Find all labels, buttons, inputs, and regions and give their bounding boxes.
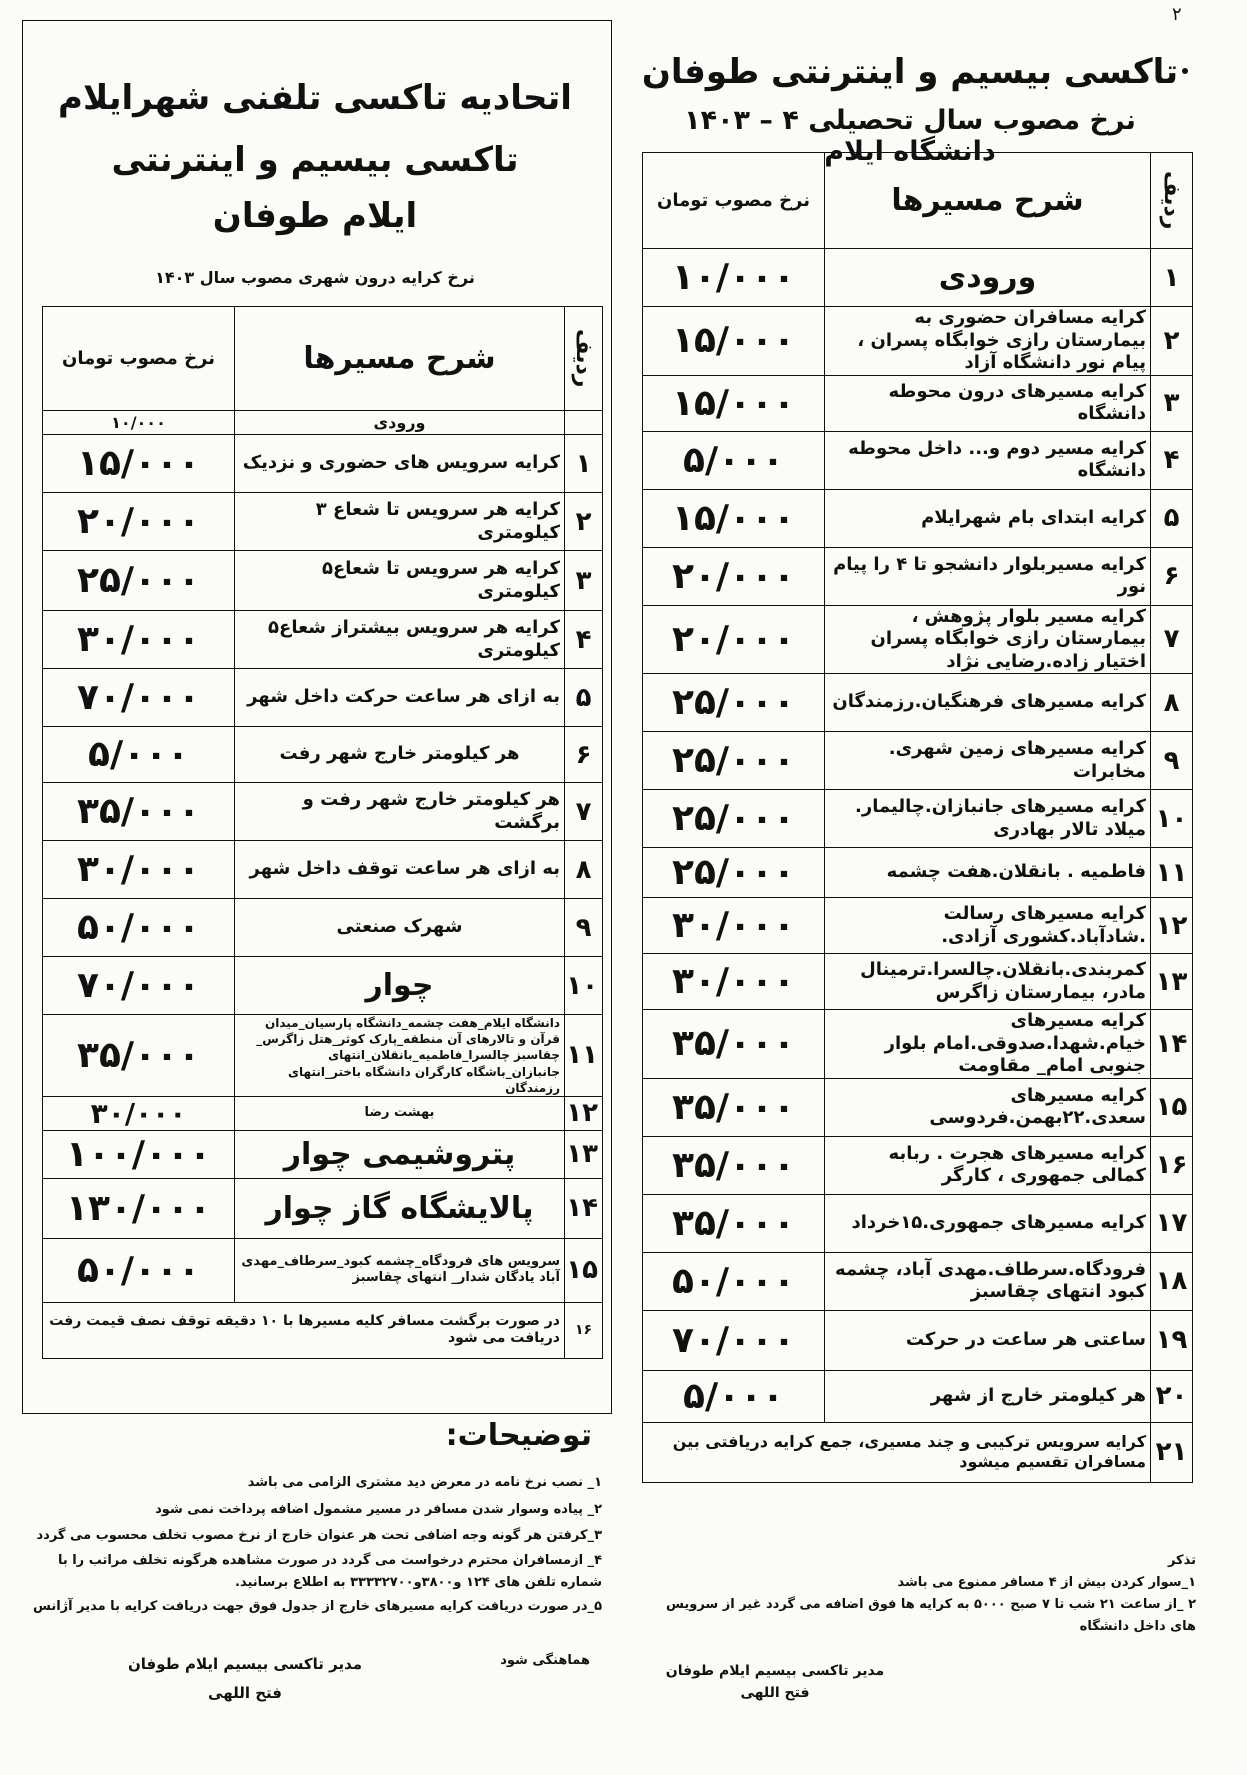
- row-index: ۳: [565, 551, 603, 611]
- row-description: کرایه مسافران حضوری به بیمارستان رازی خوابگاه پسران ، پیام نور دانشگاه آزاد: [825, 307, 1151, 376]
- row-description: پالایشگاه گاز چوار: [235, 1178, 565, 1238]
- entry-index: [565, 411, 603, 435]
- row-description: کرایه مسیرهای خیام.شهدا.صدوقی.امام بلوار جنوبی امام_ مقاومت: [825, 1010, 1151, 1079]
- right-table-row: [643, 547, 1193, 605]
- right-table-row: [643, 674, 1193, 732]
- row-index: ۱۶: [565, 1302, 603, 1358]
- row-index: ۲: [1151, 307, 1193, 376]
- row-rate: ۱۰۰/۰۰۰: [43, 1130, 235, 1178]
- row-rate: ۱۵/۰۰۰: [43, 435, 235, 493]
- row-description: کرایه مسیرهای زمین شهری. مخابرات: [825, 732, 1151, 790]
- row-index: ۹: [565, 899, 603, 957]
- row-description: هر کیلومتر خارج از شهر: [825, 1370, 1151, 1422]
- row-index: ۱۴: [1151, 1010, 1193, 1079]
- left-table-row: [43, 727, 603, 783]
- row-index: ۱: [565, 435, 603, 493]
- row-rate: ۳۵/۰۰۰: [643, 1010, 825, 1079]
- row-description: کرایه هر سرویس بیشتراز شعاع۵ کیلومتری: [235, 611, 565, 669]
- left-table-row: [43, 435, 603, 493]
- right-table-row: [643, 1194, 1193, 1252]
- row-rate: ۵۰/۰۰۰: [43, 1238, 235, 1302]
- right-table-row: [643, 732, 1193, 790]
- row-index: ۱۱: [565, 1015, 603, 1097]
- row-description: کرایه سرویس های حضوری و نزدیک: [235, 435, 565, 493]
- left-note-2: ۲_ پیاده وسوار شدن مسافر در مسیر مشمول اضافه پرداخت نمی شود: [155, 1501, 602, 1517]
- right-table-row: [643, 898, 1193, 954]
- row-description: ساعتی هر ساعت در حرکت: [825, 1310, 1151, 1370]
- row-description: در صورت برگشت مسافر کلیه مسیرها با ۱۰ دقیقه توقف نصف قیمت رفت دریافت می شود: [43, 1302, 565, 1358]
- left-note-1: ۱_ نصب نرخ نامه در معرض دید مشتری الزامی می باشد: [247, 1475, 602, 1490]
- right-table-row: [643, 1078, 1193, 1136]
- row-description: کرایه سرویس ترکیبی و چند مسیری، جمع کرایه دریافتی بین مسافران تقسیم میشود: [643, 1422, 1151, 1482]
- left-manager-name: فتح اللهی: [208, 1683, 282, 1702]
- row-description: کرایه مسیر دوم و... داخل محوطه دانشگاه: [825, 431, 1151, 489]
- row-rate: ۳۵/۰۰۰: [43, 783, 235, 841]
- row-description: کرایه مسیرهای درون محوطه دانشگاه: [825, 375, 1151, 431]
- row-description: کرایه مسیرهای سعدی.۲۲بهمن.فردوسی: [825, 1078, 1151, 1136]
- left-table-row: [43, 1015, 603, 1097]
- row-description: کمربندی.بانقلان.چالسرا.ترمینال مادر، بیمارستان زاگرس: [825, 954, 1151, 1010]
- header-rate: نرخ مصوب تومان: [43, 307, 235, 411]
- row-index: ۱۷: [1151, 1194, 1193, 1252]
- left-table-row: [43, 669, 603, 727]
- right-table-row: [643, 489, 1193, 547]
- row-description: هر کیلومتر خارج شهر رفت: [235, 727, 565, 783]
- row-rate: ۲۰/۰۰۰: [43, 493, 235, 551]
- row-index: ۳: [1151, 375, 1193, 431]
- row-rate: ۱۵/۰۰۰: [643, 489, 825, 547]
- row-description: چوار: [235, 957, 565, 1015]
- row-index: ۵: [565, 669, 603, 727]
- left-note-3: ۳_کرفتن هر گونه وجه اضافی تحت هر عنوان خارج از نرخ مصوب تخلف محسوب می گردد: [36, 1528, 602, 1544]
- left-table-row: [43, 783, 603, 841]
- left-note-5: ۵_در صورت دریافت کرایه مسیرهای خارج از جدول فوق جهت دریافت کرایه با مدیر آژانس: [32, 1599, 602, 1615]
- left-table-row: [43, 957, 603, 1015]
- left-table-row: [43, 611, 603, 669]
- row-index: ۱۰: [1151, 790, 1193, 848]
- row-description: فاطمیه . بانقلان.هفت چشمه: [825, 848, 1151, 898]
- row-rate: ۳۵/۰۰۰: [643, 1194, 825, 1252]
- row-index: ۸: [1151, 674, 1193, 732]
- row-description: دانشگاه ایلام_هفت چشمه_دانشگاه پارسیان_میدان قرآن و تالارهای آن منطقه_پارک کوثر_هتل زاگرس_ چقاسبز چالسرا_فاطمیه_بانقلان_انتهای جانبازان_باشگاه کارگران دانشگاه باختر_انتهای رزمندگان: [235, 1015, 565, 1097]
- left-table-row: [43, 1130, 603, 1178]
- row-rate: ۲۵/۰۰۰: [643, 848, 825, 898]
- row-index: ۱۵: [1151, 1078, 1193, 1136]
- right-table-row: [643, 1422, 1193, 1482]
- row-rate: ۲۵/۰۰۰: [643, 674, 825, 732]
- row-description: هر کیلومتر خارج شهر رفت و برگشت: [235, 783, 565, 841]
- right-table-row: [643, 307, 1193, 376]
- right-notes-title: تذکر: [1167, 1553, 1196, 1568]
- row-rate: ۳۰/۰۰۰: [43, 611, 235, 669]
- header-rate: نرخ مصوب تومان: [643, 153, 825, 249]
- row-rate: ۲۵/۰۰۰: [43, 551, 235, 611]
- right-fare-table: [642, 152, 1193, 1483]
- row-rate: ۳۰/۰۰۰: [643, 954, 825, 1010]
- right-notes: [648, 1550, 1196, 1638]
- row-index: ۶: [565, 727, 603, 783]
- row-rate: ۱۳۰/۰۰۰: [43, 1178, 235, 1238]
- left-title-brand: ایلام طوفان: [212, 196, 418, 236]
- row-description: کرایه مسیرهای جانبازان.چالیمار. میلاد تالار بهادری: [825, 790, 1151, 848]
- row-index: ۲: [565, 493, 603, 551]
- row-rate: ۵۰/۰۰۰: [643, 1252, 825, 1310]
- row-description: شهرک صنعتی: [235, 899, 565, 957]
- row-description: کرایه مسیربلوار دانشجو تا ۴ را پیام نور: [825, 547, 1151, 605]
- left-table-row: [43, 1302, 603, 1358]
- header-description: شرح مسیرها: [235, 307, 565, 411]
- left-entry-row: [43, 411, 603, 435]
- right-table-row: [643, 790, 1193, 848]
- header-index: ردیف: [1151, 153, 1193, 249]
- right-manager-name: فتح اللهی: [740, 1685, 810, 1702]
- left-table-row: [43, 899, 603, 957]
- row-description: کرایه مسیر بلوار پژوهش ، بیمارستان رازی خوابگاه پسران اختیار زاده.رضایی نژاد: [825, 605, 1151, 674]
- right-table-row: [643, 848, 1193, 898]
- row-index: ۱: [1151, 249, 1193, 307]
- row-description: کرایه مسیرهای فرهنگیان.رزمندگان: [825, 674, 1151, 732]
- right-table-row: [643, 249, 1193, 307]
- row-index: ۸: [565, 841, 603, 899]
- row-rate: ۵۰/۰۰۰: [43, 899, 235, 957]
- right-table-row: [643, 1136, 1193, 1194]
- left-coordination-text: هماهنگی شود: [500, 1653, 590, 1668]
- entry-rate: ۱۰/۰۰۰: [43, 411, 235, 435]
- row-description: پتروشیمی چوار: [235, 1130, 565, 1178]
- left-fare-table: [42, 306, 603, 1359]
- right-table-header: [643, 153, 1193, 249]
- left-title-service: تاکسی بیسیم و اینترنتی: [111, 140, 519, 180]
- row-index: ۴: [1151, 431, 1193, 489]
- right-table-row: [643, 1252, 1193, 1310]
- entry-description: ورودی: [235, 411, 565, 435]
- left-table-row: [43, 1178, 603, 1238]
- row-index: ۷: [1151, 605, 1193, 674]
- left-table-row: [43, 1238, 603, 1302]
- left-table-row: [43, 493, 603, 551]
- right-table-row: [643, 1310, 1193, 1370]
- row-index: ۱۲: [1151, 898, 1193, 954]
- left-table-row: [43, 1096, 603, 1130]
- bullet-dot: [1182, 68, 1188, 74]
- right-table-row: [643, 954, 1193, 1010]
- row-description: سرویس های فرودگاه_چشمه کبود_سرطاف_مهدی آباد یادگان شدار_ انتهای چقاسبز: [235, 1238, 565, 1302]
- left-notes-title: توضیحات:: [445, 1418, 592, 1453]
- row-description: کرایه ابتدای بام شهرایلام: [825, 489, 1151, 547]
- row-index: ۱۰: [565, 957, 603, 1015]
- row-rate: ۷۰/۰۰۰: [643, 1310, 825, 1370]
- row-rate: ۳۵/۰۰۰: [643, 1136, 825, 1194]
- row-description: به ازای هر ساعت توقف داخل شهر: [235, 841, 565, 899]
- header-description: شرح مسیرها: [825, 153, 1151, 249]
- row-description: ورودی: [825, 249, 1151, 307]
- right-note-1: ۱_سوار کردن بیش از ۴ مسافر ممنوع می باشد: [897, 1575, 1196, 1591]
- row-description: به ازای هر ساعت حرکت داخل شهر: [235, 669, 565, 727]
- row-index: ۲۱: [1151, 1422, 1193, 1482]
- left-manager-title: مدیر تاکسی بیسیم ایلام طوفان: [127, 1655, 363, 1673]
- row-index: ۵: [1151, 489, 1193, 547]
- left-table-row: [43, 841, 603, 899]
- row-index: ۱۶: [1151, 1136, 1193, 1194]
- right-table-row: [643, 1370, 1193, 1422]
- row-description: فرودگاه.سرطاف.مهدی آباد، چشمه کبود انتهای چقاسبز: [825, 1252, 1151, 1310]
- right-table-row: [643, 1010, 1193, 1079]
- row-index: ۱۳: [1151, 954, 1193, 1010]
- header-index: ردیف: [565, 307, 603, 411]
- row-rate: ۱۰/۰۰۰: [643, 249, 825, 307]
- right-table-row: [643, 431, 1193, 489]
- row-rate: ۱۵/۰۰۰: [643, 307, 825, 376]
- row-index: ۴: [565, 611, 603, 669]
- row-index: ۱۸: [1151, 1252, 1193, 1310]
- row-description: بهشت رضا: [235, 1096, 565, 1130]
- left-note-4: ۴_ ازمسافران محترم درخواست می گردد در صورت مشاهده هرگونه تخلف مراتب را با شماره تلفن های ۱۲۴ و۳۸۰۰و۳۳۳۳۲۷۰۰ به اطلاع برسانید.: [57, 1552, 602, 1591]
- row-description: کرایه هر سرویس تا شعاع۵ کیلومتری: [235, 551, 565, 611]
- row-index: ۱۲: [565, 1096, 603, 1130]
- left-manager-signature: [120, 1650, 370, 1707]
- row-rate: ۲۵/۰۰۰: [643, 790, 825, 848]
- row-rate: ۲۰/۰۰۰: [643, 605, 825, 674]
- row-rate: ۱۵/۰۰۰: [643, 375, 825, 431]
- row-rate: ۲۰/۰۰۰: [643, 547, 825, 605]
- right-subtitle: نرخ مصوب سال تحصیلی ۴ – ۱۴۰۳ دانشگاه ایلام: [684, 105, 1136, 167]
- row-description: کرایه مسیرهای رسالت .شادآباد.کشوری آزادی.: [825, 898, 1151, 954]
- left-subtitle: نرخ کرایه درون شهری مصوب سال ۱۴۰۳: [155, 268, 475, 287]
- row-rate: ۷۰/۰۰۰: [43, 957, 235, 1015]
- row-rate: ۵/۰۰۰: [43, 727, 235, 783]
- row-rate: ۲۵/۰۰۰: [643, 732, 825, 790]
- row-index: ۶: [1151, 547, 1193, 605]
- row-index: ۱۳: [565, 1130, 603, 1178]
- row-rate: ۷۰/۰۰۰: [43, 669, 235, 727]
- row-rate: ۳۰/۰۰۰: [643, 898, 825, 954]
- row-rate: ۳۵/۰۰۰: [43, 1015, 235, 1097]
- row-description: کرایه مسیرهای جمهوری.۱۵خرداد: [825, 1194, 1151, 1252]
- page-mark: ٢: [1172, 4, 1182, 25]
- row-index: ۷: [565, 783, 603, 841]
- row-index: ۹: [1151, 732, 1193, 790]
- row-index: ۱۵: [565, 1238, 603, 1302]
- right-table-row: [643, 605, 1193, 674]
- right-table-row: [643, 375, 1193, 431]
- row-description: کرایه مسیرهای هجرت . ربابه کمالی جمهوری ، کارگر: [825, 1136, 1151, 1194]
- left-table-row: [43, 551, 603, 611]
- row-description: کرایه هر سرویس تا شعاع ۳ کیلومتری: [235, 493, 565, 551]
- right-note-2: ۲ _از ساعت ۲۱ شب تا ۷ صبح ۵۰۰۰ به کرایه ها فوق اضافه می گردد غیر از سرویس های داخل دانشگاه: [666, 1597, 1196, 1635]
- row-rate: ۵/۰۰۰: [643, 431, 825, 489]
- left-notes: [32, 1470, 602, 1621]
- row-rate: ۳۵/۰۰۰: [643, 1078, 825, 1136]
- row-index: ۱۱: [1151, 848, 1193, 898]
- right-title: تاکسی بیسیم و اینترنتی طوفان: [641, 52, 1179, 92]
- row-index: ۱۴: [565, 1178, 603, 1238]
- row-rate: ۵/۰۰۰: [643, 1370, 825, 1422]
- left-table-header: [43, 307, 603, 411]
- row-rate: ۳۰/۰۰۰: [43, 1096, 235, 1130]
- left-title-union: اتحادیه تاکسی تلفنی شهرایلام: [58, 78, 572, 118]
- row-index: ۱۹: [1151, 1310, 1193, 1370]
- row-rate: ۳۰/۰۰۰: [43, 841, 235, 899]
- right-manager-signature: [650, 1660, 900, 1705]
- right-manager-title: مدیر تاکسی بیسیم ایلام طوفان: [665, 1663, 885, 1679]
- row-index: ۲۰: [1151, 1370, 1193, 1422]
